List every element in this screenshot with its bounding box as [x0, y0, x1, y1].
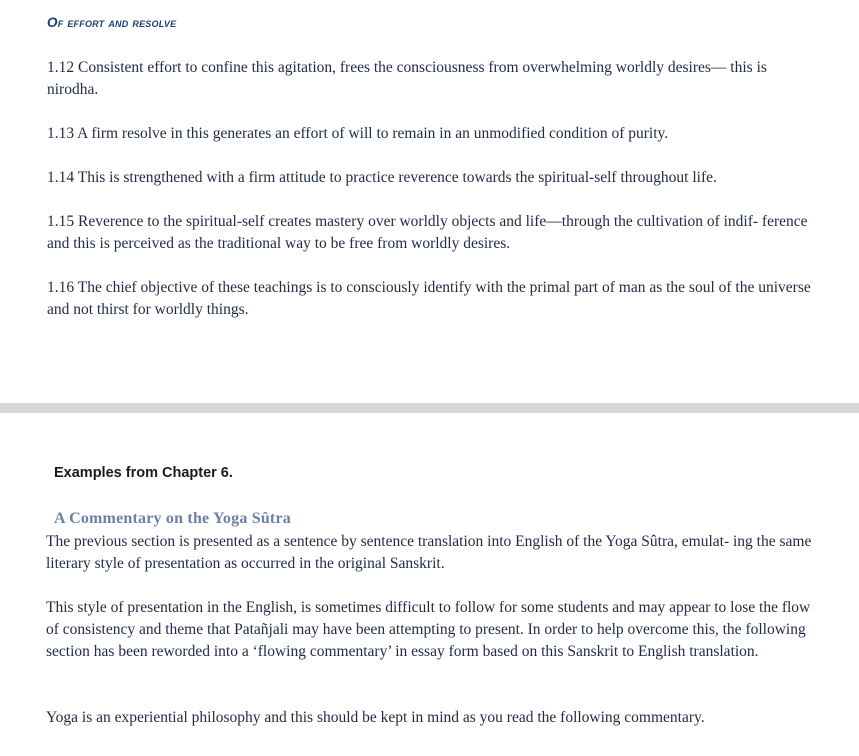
- example-title: Examples from Chapter 6.: [54, 465, 233, 481]
- commentary-paragraph: This style of presentation in the English, is sometimes difficult to follow for some students and may appear to lose the flow of consistency and theme that Patañjali may have been attempting to present. In order to help overcome this, the following section has been reworded into a ‘flowing commentary’ in essay form based on this Sanskrit to English translation.: [46, 599, 811, 660]
- commentary-title: A Commentary on the Yoga Sûtra: [54, 510, 291, 527]
- verse-1-15: 1.15 Reverence to the spiritual-self creates mastery over worldly objects and life—through the cultivation of indif- ference and this is perceived as the traditional way to be free from worldly desires.: [47, 213, 808, 252]
- verse-1-12: 1.12 Consistent effort to confine this agitation, frees the consciousness from overwhelming worldly desires— this is nirodha.: [47, 59, 767, 98]
- verse-1-16: 1.16 The chief objective of these teachings is to consciously identify with the primal part of man as the soul of the universe and not thirst for worldly things.: [47, 279, 811, 318]
- page-divider: [0, 403, 859, 413]
- verse-1-14: 1.14 This is strengthened with a firm attitude to practice reverence towards the spiritual-self throughout life.: [47, 169, 717, 186]
- bottom-page: [0, 413, 859, 756]
- commentary-paragraph: The previous section is presented as a sentence by sentence translation into English of the Yoga Sûtra, emulat- ing the same literary style of presentation as occurred in the original Sanskrit.: [46, 533, 812, 572]
- commentary-paragraph: Yoga is an experiential philosophy and this should be kept in mind as you read the following commentary.: [46, 709, 705, 726]
- verse-1-13: 1.13 A firm resolve in this generates an effort of will to remain in an unmodified condition of purity.: [47, 125, 669, 142]
- section-heading: Of effort and resolve: [47, 15, 177, 30]
